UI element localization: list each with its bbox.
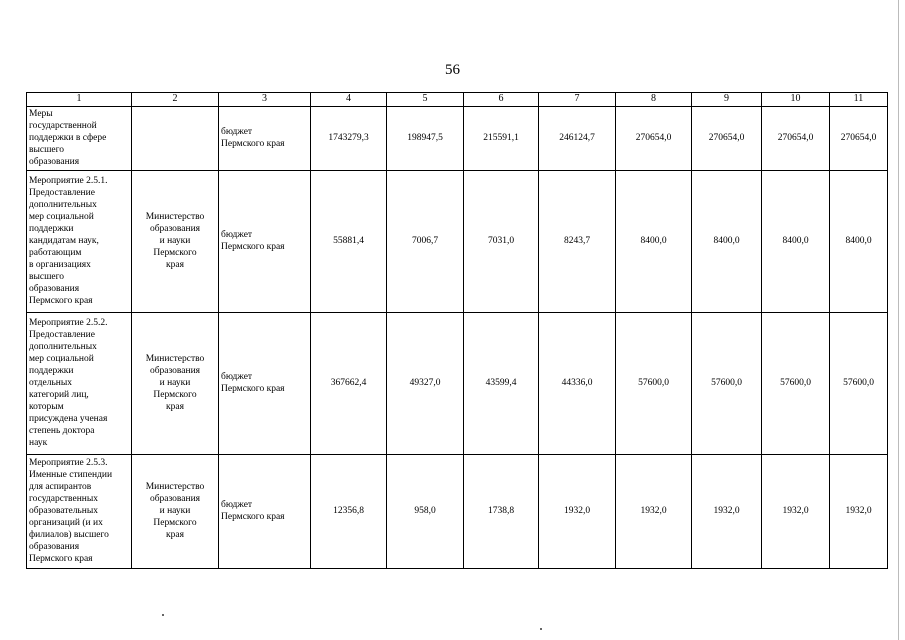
- column-header: 5: [387, 93, 464, 107]
- table-row: [27, 170, 888, 312]
- value-cell: 55881,4: [311, 170, 387, 312]
- value-cell: 198947,5: [387, 106, 464, 170]
- funding-source-cell: бюджет Пермского края: [219, 106, 311, 170]
- value-cell: 1932,0: [539, 454, 616, 568]
- value-cell: 7031,0: [464, 170, 539, 312]
- table-row: [27, 312, 888, 454]
- value-cell: 7006,7: [387, 170, 464, 312]
- column-header: 2: [132, 93, 219, 107]
- funding-source-cell: бюджет Пермского края: [219, 312, 311, 454]
- executor-cell: [132, 106, 219, 170]
- scan-speck: [162, 614, 164, 616]
- column-header: 7: [539, 93, 616, 107]
- value-cell: 270654,0: [830, 106, 888, 170]
- executor-cell: Министерство образования и науки Пермского края: [132, 454, 219, 568]
- value-cell: 246124,7: [539, 106, 616, 170]
- measure-name-cell: Мероприятие 2.5.2. Предоставление дополнительных мер социальной поддержки отдельных категорий лиц, которым присуждена ученая степень доктора наук: [27, 312, 132, 454]
- value-cell: 57600,0: [830, 312, 888, 454]
- scan-speck: [540, 628, 542, 630]
- value-cell: 8400,0: [616, 170, 692, 312]
- value-cell: 8243,7: [539, 170, 616, 312]
- value-cell: 270654,0: [616, 106, 692, 170]
- value-cell: 958,0: [387, 454, 464, 568]
- value-cell: 12356,8: [311, 454, 387, 568]
- funding-source-cell: бюджет Пермского края: [219, 170, 311, 312]
- value-cell: 8400,0: [762, 170, 830, 312]
- measure-name-cell: Меры государственной поддержки в сфере высшего образования: [27, 106, 132, 170]
- value-cell: 49327,0: [387, 312, 464, 454]
- measure-name-cell: Мероприятие 2.5.1. Предоставление дополнительных мер социальной поддержки кандидатам наук, работающим в организациях высшего образования Пермского края: [27, 170, 132, 312]
- column-header: 10: [762, 93, 830, 107]
- value-cell: 8400,0: [830, 170, 888, 312]
- table-row: [27, 106, 888, 170]
- header-row: [27, 93, 888, 107]
- value-cell: 57600,0: [692, 312, 762, 454]
- value-cell: 270654,0: [692, 106, 762, 170]
- value-cell: 367662,4: [311, 312, 387, 454]
- value-cell: 8400,0: [692, 170, 762, 312]
- value-cell: 215591,1: [464, 106, 539, 170]
- table-row: [27, 454, 888, 568]
- budget-table: [26, 92, 888, 569]
- column-header: 3: [219, 93, 311, 107]
- page-number: 56: [445, 62, 460, 78]
- value-cell: 270654,0: [762, 106, 830, 170]
- value-cell: 44336,0: [539, 312, 616, 454]
- column-header: 11: [830, 93, 888, 107]
- column-header: 4: [311, 93, 387, 107]
- column-header: 8: [616, 93, 692, 107]
- executor-cell: Министерство образования и науки Пермского края: [132, 312, 219, 454]
- value-cell: 57600,0: [762, 312, 830, 454]
- scan-edge: [898, 0, 905, 640]
- value-cell: 1738,8: [464, 454, 539, 568]
- column-header: 9: [692, 93, 762, 107]
- value-cell: 1743279,3: [311, 106, 387, 170]
- value-cell: 1932,0: [616, 454, 692, 568]
- value-cell: 1932,0: [830, 454, 888, 568]
- column-header: 6: [464, 93, 539, 107]
- value-cell: 1932,0: [692, 454, 762, 568]
- value-cell: 57600,0: [616, 312, 692, 454]
- measure-name-cell: Мероприятие 2.5.3. Именные стипендии для аспирантов государственных образовательных организаций (и их филиалов) высшего образования Пермского края: [27, 454, 132, 568]
- executor-cell: Министерство образования и науки Пермского края: [132, 170, 219, 312]
- column-header: 1: [27, 93, 132, 107]
- funding-source-cell: бюджет Пермского края: [219, 454, 311, 568]
- value-cell: 43599,4: [464, 312, 539, 454]
- value-cell: 1932,0: [762, 454, 830, 568]
